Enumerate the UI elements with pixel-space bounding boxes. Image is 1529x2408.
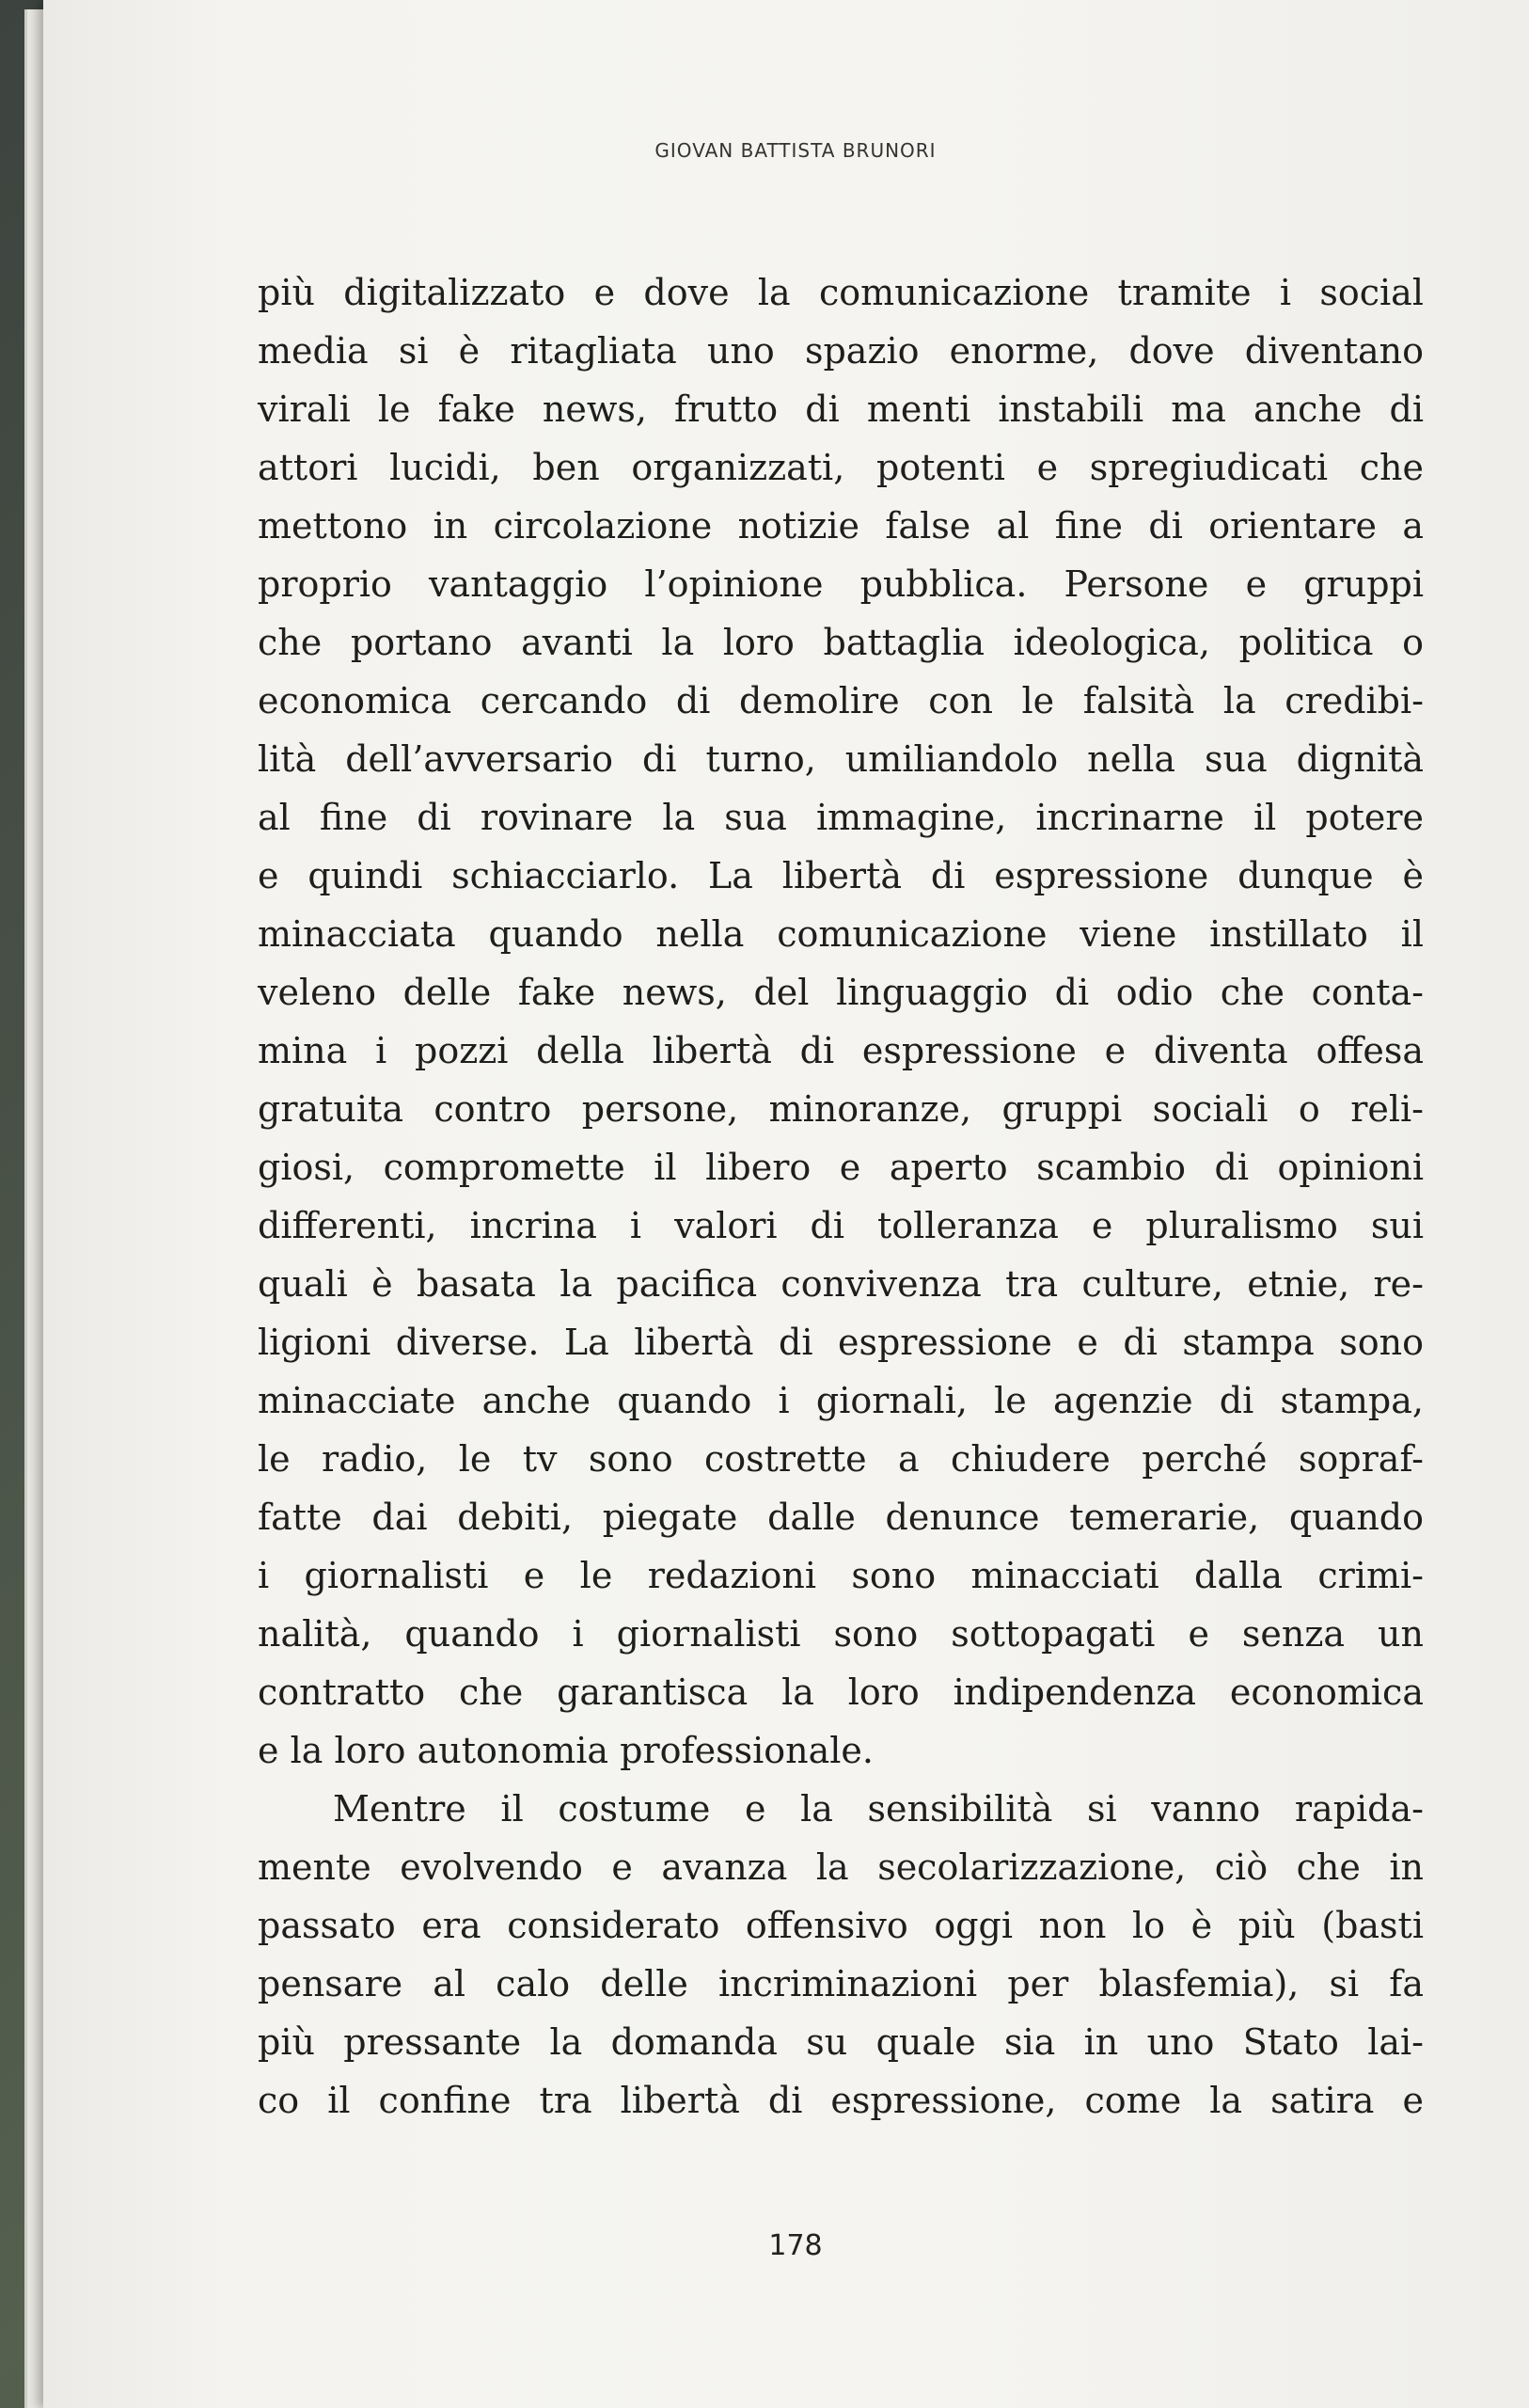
page-number: 178	[768, 2229, 823, 2262]
text-line: i giornalisti e le redazioni sono minacciati dalla crimi-	[258, 1555, 1424, 1596]
text-line: giosi, compromette il libero e aperto scambio di opinioni	[258, 1147, 1424, 1188]
text-line: media si è ritagliata uno spazio enorme, dove diventano	[258, 330, 1424, 372]
running-header: GIOVAN BATTISTA BRUNORI	[654, 139, 937, 162]
text-line: e quindi schiacciarlo. La libertà di espressione dunque è	[258, 855, 1424, 896]
text-line: al fine di rovinare la sua immagine, incrinarne il potere	[258, 797, 1424, 838]
text-line: mina i pozzi della libertà di espressione e diventa offesa	[258, 1030, 1424, 1071]
text-line: proprio vantaggio l’opinione pubblica. Persone e gruppi	[258, 563, 1424, 605]
text-line: lità dell’avversario di turno, umiliandolo nella sua dignità	[258, 738, 1424, 780]
text-line: mente evolvendo e avanza la secolarizzazione, ciò che in	[258, 1846, 1424, 1888]
text-line: co il confine tra libertà di espressione, come la satira e	[258, 2080, 1424, 2121]
text-line: contratto che garantisca la loro indipendenza economica	[258, 1671, 1424, 1713]
text-line: attori lucidi, ben organizzati, potenti e spregiudicati che	[258, 447, 1424, 488]
text-line: le radio, le tv sono costrette a chiudere perché sopraf-	[258, 1438, 1424, 1480]
text-line: più pressante la domanda su quale sia in uno Stato lai-	[258, 2021, 1424, 2063]
book-page	[43, 0, 1529, 2408]
text-line: veleno delle fake news, del linguaggio di odio che conta-	[258, 972, 1424, 1013]
text-line: minacciata quando nella comunicazione viene instillato il	[258, 913, 1424, 955]
text-line: minacciate anche quando i giornali, le agenzie di stampa,	[258, 1380, 1424, 1421]
text-line: pensare al calo delle incriminazioni per blasfemia), si fa	[258, 1963, 1424, 2004]
text-line: passato era considerato offensivo oggi non lo è più (basti	[258, 1905, 1424, 1946]
text-line: nalità, quando i giornalisti sono sottopagati e senza un	[258, 1613, 1424, 1655]
text-line: gratuita contro persone, minoranze, gruppi sociali o reli-	[258, 1088, 1424, 1130]
text-line: economica cercando di demolire con le falsità la credibi-	[258, 680, 1424, 721]
text-line: ligioni diverse. La libertà di espressione e di stampa sono	[258, 1322, 1424, 1363]
text-line: virali le fake news, frutto di menti instabili ma anche di	[258, 388, 1424, 430]
text-line: fatte dai debiti, piegate dalle denunce temerarie, quando	[258, 1497, 1424, 1538]
text-line: quali è basata la pacifica convivenza tra culture, etnie, re-	[258, 1263, 1424, 1305]
text-line: mettono in circolazione notizie false al fine di orientare a	[258, 505, 1424, 547]
text-line: che portano avanti la loro battaglia ideologica, politica o	[258, 622, 1424, 663]
text-line: e la loro autonomia professionale.	[258, 1730, 874, 1771]
paragraph-first-line: Mentre il costume e la sensibilità si vanno rapida-	[333, 1788, 1424, 1830]
text-line: differenti, incrina i valori di tolleranza e pluralismo sui	[258, 1205, 1424, 1246]
body-text	[258, 263, 1424, 2130]
text-line: più digitalizzato e dove la comunicazione tramite i social	[258, 272, 1424, 313]
